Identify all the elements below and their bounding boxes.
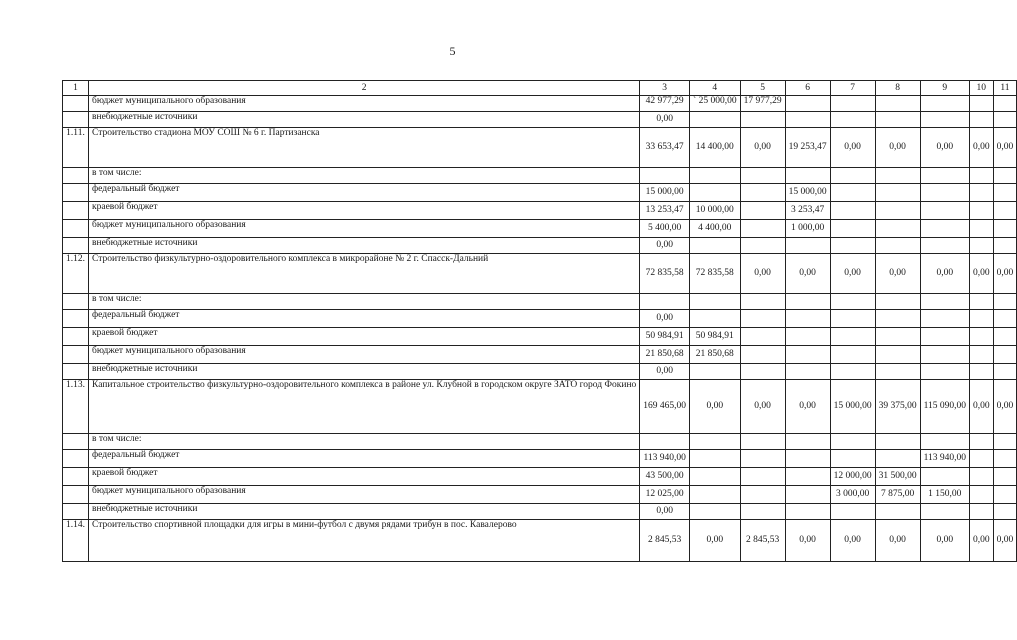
amount-cell: 21 850,68 xyxy=(640,346,690,364)
column-header: 6 xyxy=(785,81,830,96)
item-number xyxy=(63,294,89,310)
item-number xyxy=(63,450,89,468)
row-label: краевой бюджет xyxy=(89,202,640,220)
amount-cell xyxy=(690,184,741,202)
table-row xyxy=(63,364,1017,380)
amount-cell: 15 000,00 xyxy=(830,380,875,434)
row-label: федеральный бюджет xyxy=(89,184,640,202)
amount-cell xyxy=(740,112,785,128)
amount-cell xyxy=(920,220,969,238)
amount-cell: 0,00 xyxy=(969,520,993,562)
amount-cell xyxy=(640,168,690,184)
table-row xyxy=(63,468,1017,486)
amount-cell: 169 465,00 xyxy=(640,380,690,434)
column-header: 5 xyxy=(740,81,785,96)
amount-cell xyxy=(969,112,993,128)
item-number xyxy=(63,486,89,504)
row-label: бюджет муниципального образования xyxy=(89,486,640,504)
amount-cell xyxy=(690,168,741,184)
amount-cell xyxy=(993,202,1017,220)
amount-cell xyxy=(785,310,830,328)
amount-cell: 2 845,53 xyxy=(740,520,785,562)
row-label: внебюджетные источники xyxy=(89,238,640,254)
amount-cell xyxy=(785,468,830,486)
amount-cell: 0,00 xyxy=(993,520,1017,562)
row-label: в том числе: xyxy=(89,168,640,184)
amount-cell: 72 835,58 xyxy=(690,254,741,294)
amount-cell xyxy=(969,202,993,220)
item-number xyxy=(63,168,89,184)
amount-cell xyxy=(993,434,1017,450)
amount-cell xyxy=(875,96,920,112)
row-label: краевой бюджет xyxy=(89,468,640,486)
amount-cell xyxy=(785,346,830,364)
amount-cell xyxy=(785,364,830,380)
row-label: в том числе: xyxy=(89,294,640,310)
amount-cell xyxy=(969,220,993,238)
amount-cell xyxy=(875,310,920,328)
amount-cell xyxy=(830,184,875,202)
amount-cell xyxy=(785,96,830,112)
amount-cell xyxy=(875,504,920,520)
item-number xyxy=(63,184,89,202)
amount-cell xyxy=(993,468,1017,486)
item-number xyxy=(63,310,89,328)
amount-cell: 113 940,00 xyxy=(920,450,969,468)
row-label: внебюджетные источники xyxy=(89,112,640,128)
amount-cell xyxy=(993,112,1017,128)
amount-cell xyxy=(740,238,785,254)
amount-cell: 5 400,00 xyxy=(640,220,690,238)
amount-cell xyxy=(993,346,1017,364)
amount-cell xyxy=(785,434,830,450)
amount-cell: 1 150,00 xyxy=(920,486,969,504)
row-label: в том числе: xyxy=(89,434,640,450)
amount-cell xyxy=(993,238,1017,254)
table-row xyxy=(63,328,1017,346)
amount-cell xyxy=(920,168,969,184)
amount-cell: 17 977,29 xyxy=(740,96,785,112)
amount-cell: 13 253,47 xyxy=(640,202,690,220)
amount-cell xyxy=(920,328,969,346)
column-header: 8 xyxy=(875,81,920,96)
amount-cell: 0,00 xyxy=(920,254,969,294)
amount-cell xyxy=(785,294,830,310)
amount-cell: 10 000,00 xyxy=(690,202,741,220)
amount-cell: 72 835,58 xyxy=(640,254,690,294)
amount-cell xyxy=(830,364,875,380)
amount-cell xyxy=(740,168,785,184)
item-number xyxy=(63,112,89,128)
amount-cell xyxy=(969,168,993,184)
amount-cell xyxy=(690,486,741,504)
amount-cell xyxy=(920,504,969,520)
item-number xyxy=(63,202,89,220)
table-row xyxy=(63,380,1017,434)
row-label: федеральный бюджет xyxy=(89,450,640,468)
amount-cell xyxy=(740,434,785,450)
amount-cell xyxy=(875,294,920,310)
amount-cell xyxy=(740,486,785,504)
amount-cell xyxy=(830,238,875,254)
item-number: 1.12. xyxy=(63,254,89,294)
item-number: 1.13. xyxy=(63,380,89,434)
amount-cell: 2 845,53 xyxy=(640,520,690,562)
table-row xyxy=(63,168,1017,184)
amount-cell xyxy=(690,112,741,128)
item-number xyxy=(63,96,89,112)
table-row xyxy=(63,520,1017,562)
amount-cell xyxy=(830,434,875,450)
amount-cell: 0,00 xyxy=(830,254,875,294)
column-header: 2 xyxy=(89,81,640,96)
amount-cell xyxy=(993,294,1017,310)
table-row xyxy=(63,112,1017,128)
budget-table-body xyxy=(63,81,1017,562)
amount-cell: 33 653,47 xyxy=(640,128,690,168)
amount-cell: 0,00 xyxy=(785,520,830,562)
item-number xyxy=(63,346,89,364)
amount-cell: 0,00 xyxy=(969,380,993,434)
amount-cell: 0,00 xyxy=(920,128,969,168)
amount-cell: 0,00 xyxy=(640,364,690,380)
amount-cell xyxy=(690,504,741,520)
amount-cell xyxy=(969,450,993,468)
amount-cell xyxy=(993,450,1017,468)
amount-cell xyxy=(830,346,875,364)
amount-cell: 21 850,68 xyxy=(690,346,741,364)
row-label: Строительство физкультурно-оздоровительного комплекса в микрорайоне № 2 г. Спасск-Дальний xyxy=(89,254,640,294)
amount-cell: 0,00 xyxy=(875,254,920,294)
table-row xyxy=(63,486,1017,504)
amount-cell xyxy=(740,504,785,520)
item-number xyxy=(63,220,89,238)
amount-cell: 39 375,00 xyxy=(875,380,920,434)
table-row xyxy=(63,450,1017,468)
amount-cell xyxy=(920,96,969,112)
table-row xyxy=(63,310,1017,328)
row-label: Строительство спортивной площадки для игры в мини-футбол с двумя рядами трибун в пос. Кавалерово xyxy=(89,520,640,562)
table-row xyxy=(63,254,1017,294)
amount-cell: 42 977,29 xyxy=(640,96,690,112)
amount-cell xyxy=(993,504,1017,520)
table-header-row xyxy=(63,81,1017,96)
amount-cell: 19 253,47 xyxy=(785,128,830,168)
amount-cell xyxy=(875,346,920,364)
table-row xyxy=(63,128,1017,168)
amount-cell: 4 400,00 xyxy=(690,220,741,238)
amount-cell: 0,00 xyxy=(875,520,920,562)
amount-cell xyxy=(740,328,785,346)
amount-cell: ` 25 000,00 xyxy=(690,96,741,112)
amount-cell: 1 000,00 xyxy=(785,220,830,238)
column-header: 10 xyxy=(969,81,993,96)
item-number xyxy=(63,328,89,346)
amount-cell xyxy=(969,434,993,450)
amount-cell xyxy=(969,96,993,112)
amount-cell xyxy=(690,238,741,254)
amount-cell xyxy=(993,310,1017,328)
table-row xyxy=(63,184,1017,202)
amount-cell xyxy=(920,346,969,364)
table-row xyxy=(63,434,1017,450)
amount-cell xyxy=(969,486,993,504)
amount-cell: 0,00 xyxy=(830,520,875,562)
amount-cell xyxy=(920,364,969,380)
amount-cell xyxy=(993,96,1017,112)
amount-cell xyxy=(690,434,741,450)
amount-cell xyxy=(920,468,969,486)
amount-cell xyxy=(875,112,920,128)
column-header: 7 xyxy=(830,81,875,96)
amount-cell: 0,00 xyxy=(920,520,969,562)
table-row xyxy=(63,220,1017,238)
budget-table xyxy=(62,80,1017,562)
item-number xyxy=(63,504,89,520)
amount-cell xyxy=(690,310,741,328)
amount-cell: 50 984,91 xyxy=(640,328,690,346)
amount-cell: 0,00 xyxy=(640,238,690,254)
amount-cell: 12 025,00 xyxy=(640,486,690,504)
amount-cell: 3 000,00 xyxy=(830,486,875,504)
amount-cell xyxy=(640,294,690,310)
row-label: краевой бюджет xyxy=(89,328,640,346)
amount-cell: 0,00 xyxy=(640,112,690,128)
amount-cell xyxy=(830,96,875,112)
row-label: внебюджетные источники xyxy=(89,504,640,520)
amount-cell xyxy=(875,238,920,254)
amount-cell xyxy=(993,486,1017,504)
amount-cell xyxy=(969,294,993,310)
amount-cell: 15 000,00 xyxy=(640,184,690,202)
amount-cell xyxy=(740,450,785,468)
amount-cell xyxy=(785,504,830,520)
amount-cell xyxy=(830,450,875,468)
amount-cell: 0,00 xyxy=(640,310,690,328)
table-row xyxy=(63,202,1017,220)
amount-cell xyxy=(969,364,993,380)
amount-cell: 43 500,00 xyxy=(640,468,690,486)
amount-cell xyxy=(920,202,969,220)
amount-cell xyxy=(740,202,785,220)
amount-cell xyxy=(875,434,920,450)
amount-cell xyxy=(969,328,993,346)
amount-cell xyxy=(875,202,920,220)
amount-cell xyxy=(740,184,785,202)
amount-cell: 0,00 xyxy=(690,520,741,562)
table-row xyxy=(63,346,1017,364)
amount-cell: 0,00 xyxy=(785,380,830,434)
row-label: бюджет муниципального образования xyxy=(89,346,640,364)
amount-cell xyxy=(969,468,993,486)
amount-cell xyxy=(785,328,830,346)
amount-cell xyxy=(690,294,741,310)
amount-cell: 14 400,00 xyxy=(690,128,741,168)
row-label: Капитальное строительство физкультурно-оздоровительного комплекса в районе ул. Клубной в городском округе ЗАТО город Фокино xyxy=(89,380,640,434)
column-header: 9 xyxy=(920,81,969,96)
row-label: бюджет муниципального образования xyxy=(89,96,640,112)
amount-cell: 0,00 xyxy=(969,254,993,294)
amount-cell xyxy=(830,202,875,220)
amount-cell xyxy=(640,434,690,450)
amount-cell: 0,00 xyxy=(640,504,690,520)
amount-cell xyxy=(920,294,969,310)
table-row xyxy=(63,238,1017,254)
row-label: внебюджетные источники xyxy=(89,364,640,380)
amount-cell xyxy=(969,238,993,254)
amount-cell xyxy=(969,504,993,520)
amount-cell: 0,00 xyxy=(993,380,1017,434)
row-label: федеральный бюджет xyxy=(89,310,640,328)
amount-cell: 0,00 xyxy=(993,128,1017,168)
amount-cell xyxy=(830,504,875,520)
amount-cell: 3 253,47 xyxy=(785,202,830,220)
amount-cell xyxy=(920,184,969,202)
column-header: 4 xyxy=(690,81,741,96)
amount-cell xyxy=(920,112,969,128)
amount-cell: 0,00 xyxy=(740,128,785,168)
amount-cell xyxy=(993,328,1017,346)
amount-cell: 113 940,00 xyxy=(640,450,690,468)
amount-cell: 0,00 xyxy=(993,254,1017,294)
amount-cell xyxy=(969,346,993,364)
amount-cell xyxy=(830,220,875,238)
amount-cell xyxy=(875,184,920,202)
amount-cell xyxy=(740,310,785,328)
amount-cell xyxy=(785,450,830,468)
amount-cell xyxy=(993,168,1017,184)
item-number xyxy=(63,434,89,450)
amount-cell: 0,00 xyxy=(740,380,785,434)
row-label: Строительство стадиона МОУ СОШ № 6 г. Партизанска xyxy=(89,128,640,168)
amount-cell xyxy=(785,112,830,128)
column-header: 1 xyxy=(63,81,89,96)
item-number xyxy=(63,468,89,486)
amount-cell xyxy=(740,220,785,238)
item-number: 1.14. xyxy=(63,520,89,562)
amount-cell xyxy=(920,434,969,450)
amount-cell xyxy=(920,310,969,328)
amount-cell xyxy=(875,328,920,346)
row-label: бюджет муниципального образования xyxy=(89,220,640,238)
amount-cell xyxy=(830,310,875,328)
amount-cell xyxy=(830,294,875,310)
amount-cell xyxy=(830,112,875,128)
amount-cell: 7 875,00 xyxy=(875,486,920,504)
amount-cell xyxy=(875,450,920,468)
item-number: 1.11. xyxy=(63,128,89,168)
column-header: 11 xyxy=(993,81,1017,96)
amount-cell: 0,00 xyxy=(875,128,920,168)
amount-cell xyxy=(830,328,875,346)
amount-cell xyxy=(830,168,875,184)
amount-cell xyxy=(785,168,830,184)
amount-cell xyxy=(740,346,785,364)
amount-cell xyxy=(875,364,920,380)
amount-cell xyxy=(785,486,830,504)
amount-cell: 12 000,00 xyxy=(830,468,875,486)
amount-cell xyxy=(690,450,741,468)
amount-cell xyxy=(740,468,785,486)
amount-cell: 0,00 xyxy=(740,254,785,294)
amount-cell: 31 500,00 xyxy=(875,468,920,486)
amount-cell xyxy=(920,238,969,254)
amount-cell xyxy=(690,364,741,380)
amount-cell xyxy=(875,168,920,184)
amount-cell xyxy=(969,184,993,202)
amount-cell xyxy=(785,238,830,254)
table-row xyxy=(63,96,1017,112)
amount-cell: 0,00 xyxy=(690,380,741,434)
amount-cell: 115 090,00 xyxy=(920,380,969,434)
amount-cell xyxy=(993,364,1017,380)
item-number xyxy=(63,238,89,254)
amount-cell: 50 984,91 xyxy=(690,328,741,346)
amount-cell: 0,00 xyxy=(969,128,993,168)
page-number: 5 xyxy=(449,44,456,58)
column-header: 3 xyxy=(640,81,690,96)
amount-cell: 0,00 xyxy=(830,128,875,168)
amount-cell xyxy=(690,468,741,486)
amount-cell xyxy=(969,310,993,328)
table-row xyxy=(63,294,1017,310)
amount-cell xyxy=(993,184,1017,202)
amount-cell: 15 000,00 xyxy=(785,184,830,202)
table-row xyxy=(63,504,1017,520)
amount-cell: 0,00 xyxy=(785,254,830,294)
amount-cell xyxy=(740,294,785,310)
item-number xyxy=(63,364,89,380)
amount-cell xyxy=(875,220,920,238)
amount-cell xyxy=(993,220,1017,238)
amount-cell xyxy=(740,364,785,380)
